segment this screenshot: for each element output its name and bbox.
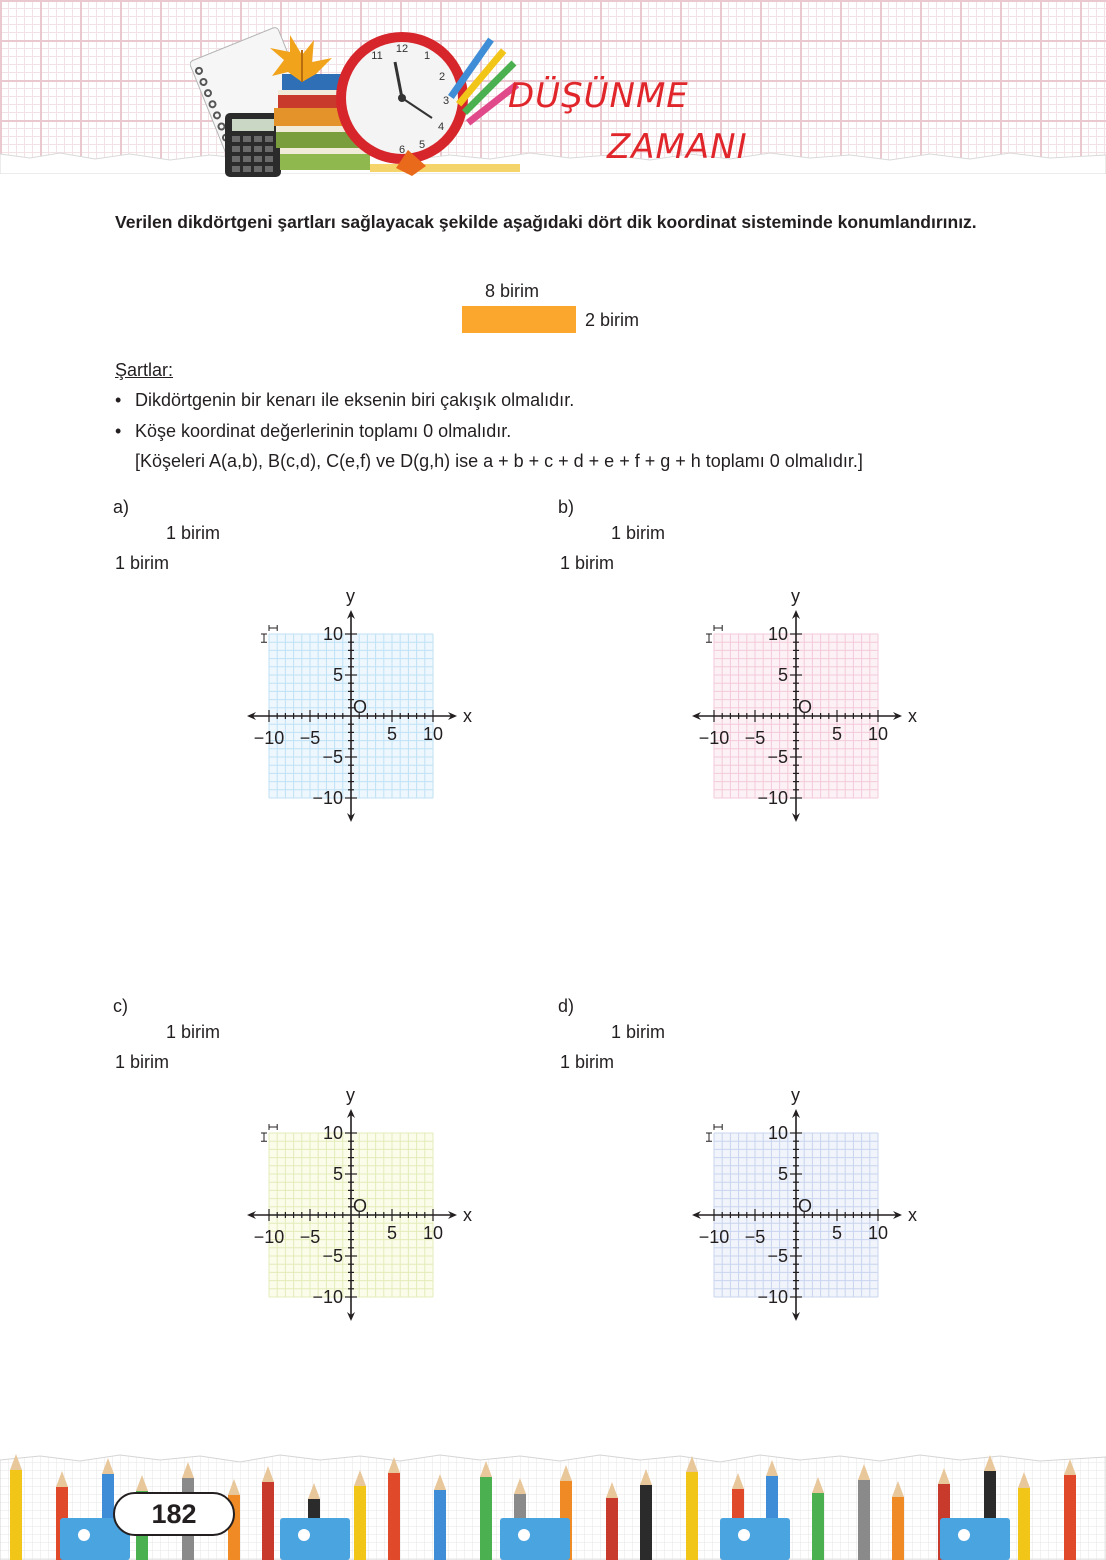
unit-marker-horizontal	[714, 625, 722, 631]
unit-marker-horizontal	[269, 1124, 277, 1130]
y-tick-label: 10	[322, 1123, 343, 1143]
condition-text: Dikdörtgenin bir kenarı ile eksenin biri çakışık olmalıdır.	[135, 390, 575, 410]
ruler-block-icon	[940, 1518, 1010, 1560]
pencil-body-icon	[1018, 1488, 1030, 1560]
unit-label-vertical: 1 birim	[115, 1052, 170, 1072]
unit-label-horizontal: 1 birim	[611, 523, 666, 543]
y-tick-label: 10	[767, 624, 788, 644]
ruler-hole-icon	[958, 1529, 970, 1541]
pencil-body-icon	[388, 1473, 400, 1560]
header-torn-edge	[0, 150, 1106, 174]
y-axis-label: y	[791, 586, 800, 606]
pencil-body-icon	[434, 1490, 446, 1560]
unit-label-vertical: 1 birim	[115, 553, 170, 573]
pencil-body-icon	[480, 1477, 492, 1560]
x-tick-label: 10	[422, 724, 444, 744]
y-tick-label: −5	[767, 1246, 788, 1266]
y-tick-label: 10	[322, 624, 343, 644]
y-axis-label: y	[346, 1085, 355, 1105]
clock-number: 3	[442, 95, 450, 107]
origin-label: O	[798, 697, 813, 717]
x-axis-label: x	[463, 1205, 472, 1225]
y-tick-label: 5	[332, 665, 343, 685]
unit-marker-horizontal	[269, 625, 277, 631]
condition-text: Köşe koordinat değerlerinin toplamı 0 olmalıdır.	[135, 421, 512, 441]
ruler-hole-icon	[738, 1529, 750, 1541]
bullet-icon: •	[115, 421, 122, 441]
ruler-block-icon	[720, 1518, 790, 1560]
ruler-hole-icon	[78, 1529, 90, 1541]
y-tick-label: 10	[767, 1123, 788, 1143]
plot-part-label: d)	[558, 996, 575, 1016]
coordinate-plane-svg[interactable]	[555, 994, 1005, 1414]
unit-label-horizontal: 1 birim	[166, 1022, 221, 1042]
rectangle-width-label: 8 birim	[485, 281, 540, 301]
y-tick-label: −5	[322, 747, 343, 767]
origin-label: O	[353, 697, 368, 717]
plot-part-label: a)	[113, 497, 130, 517]
pencil-body-icon	[1064, 1475, 1076, 1560]
pencil-body-icon	[10, 1470, 22, 1560]
y-axis-label: y	[346, 586, 355, 606]
x-tick-label: 5	[386, 724, 398, 744]
x-tick-label: −10	[698, 728, 730, 748]
condition-note: [Köşeleri A(a,b), B(c,d), C(e,f) ve D(g,h) ise a + b + c + d + e + f + g + h toplamı 0 olmalıdır.]	[135, 451, 863, 471]
y-tick-label: 5	[332, 1164, 343, 1184]
unit-marker-vertical	[261, 1133, 267, 1141]
origin-label: O	[353, 1196, 368, 1216]
unit-marker-vertical	[261, 634, 267, 642]
y-tick-label: −10	[312, 1287, 343, 1307]
unit-label-horizontal: 1 birim	[611, 1022, 666, 1042]
x-tick-label: −10	[253, 1227, 285, 1247]
page-number: 182	[113, 1492, 235, 1536]
coordinate-plane-b[interactable]	[555, 495, 1005, 920]
coordinate-plane-svg[interactable]	[555, 495, 1005, 915]
clock-icon	[336, 32, 468, 164]
x-tick-label: 5	[831, 1223, 843, 1243]
coordinate-plane-d[interactable]	[555, 994, 1005, 1419]
x-tick-label: −5	[744, 1227, 766, 1247]
ruler-block-icon	[280, 1518, 350, 1560]
title-line-2: ZAMANI	[607, 127, 748, 167]
pencil-body-icon	[812, 1493, 824, 1560]
pencil-body-icon	[606, 1498, 618, 1560]
pencil-body-icon	[858, 1480, 870, 1560]
y-axis-label: y	[791, 1085, 800, 1105]
unit-label-vertical: 1 birim	[560, 553, 615, 573]
clock-number: 2	[438, 71, 446, 83]
unit-label-vertical: 1 birim	[560, 1052, 615, 1072]
ruler-icon	[370, 164, 520, 172]
clock-number: 11	[371, 50, 383, 62]
unit-label-horizontal: 1 birim	[166, 523, 221, 543]
unit-marker-vertical	[706, 1133, 712, 1141]
x-tick-label: 5	[831, 724, 843, 744]
pencil-body-icon	[686, 1472, 698, 1560]
y-tick-label: 5	[777, 665, 788, 685]
x-tick-label: −5	[299, 728, 321, 748]
ruler-block-icon	[500, 1518, 570, 1560]
plot-part-label: c)	[113, 996, 128, 1016]
conditions-title: Şartlar:	[115, 360, 174, 380]
pencil-body-icon	[262, 1482, 274, 1560]
ruler-hole-icon	[298, 1529, 310, 1541]
pencil-body-icon	[354, 1486, 366, 1560]
bullet-icon: •	[115, 390, 122, 410]
pencil-body-icon	[892, 1497, 904, 1560]
x-tick-label: −10	[253, 728, 285, 748]
x-axis-label: x	[908, 1205, 917, 1225]
calculator-icon	[225, 113, 281, 177]
clock-number: 5	[418, 139, 426, 151]
unit-marker-vertical	[706, 634, 712, 642]
coordinate-plane-a[interactable]	[110, 495, 560, 920]
x-tick-label: 5	[386, 1223, 398, 1243]
x-axis-label: x	[463, 706, 472, 726]
x-tick-label: 10	[867, 724, 889, 744]
header-illustration	[190, 0, 530, 185]
y-tick-label: −10	[757, 1287, 788, 1307]
clock-number: 12	[395, 43, 409, 55]
clock-number: 4	[437, 121, 445, 133]
y-tick-label: −10	[312, 788, 343, 808]
coordinate-plane-svg[interactable]	[110, 495, 560, 915]
unit-marker-horizontal	[714, 1124, 722, 1130]
ruler-hole-icon	[518, 1529, 530, 1541]
rectangle-height-label: 2 birim	[585, 310, 640, 330]
pencil-body-icon	[640, 1485, 652, 1560]
coordinate-plane-svg[interactable]	[110, 994, 560, 1414]
y-tick-label: −5	[322, 1246, 343, 1266]
y-tick-label: −5	[767, 747, 788, 767]
x-tick-label: −5	[744, 728, 766, 748]
x-tick-label: −10	[698, 1227, 730, 1247]
clock-number: 1	[423, 50, 431, 62]
x-tick-label: −5	[299, 1227, 321, 1247]
origin-label: O	[798, 1196, 813, 1216]
clock-number: 6	[398, 144, 406, 156]
coordinate-plane-c[interactable]	[110, 994, 560, 1419]
instruction-text: Verilen dikdörtgeni şartları sağlayacak şekilde aşağıdaki dört dik koordinat sisteminde konumlandırınız.	[115, 212, 977, 232]
x-tick-label: 10	[867, 1223, 889, 1243]
title-line-1: DÜŞÜNME	[508, 76, 689, 116]
x-axis-label: x	[908, 706, 917, 726]
plot-part-label: b)	[558, 497, 575, 517]
sample-rectangle	[462, 306, 576, 333]
y-tick-label: −10	[757, 788, 788, 808]
x-tick-label: 10	[422, 1223, 444, 1243]
y-tick-label: 5	[777, 1164, 788, 1184]
